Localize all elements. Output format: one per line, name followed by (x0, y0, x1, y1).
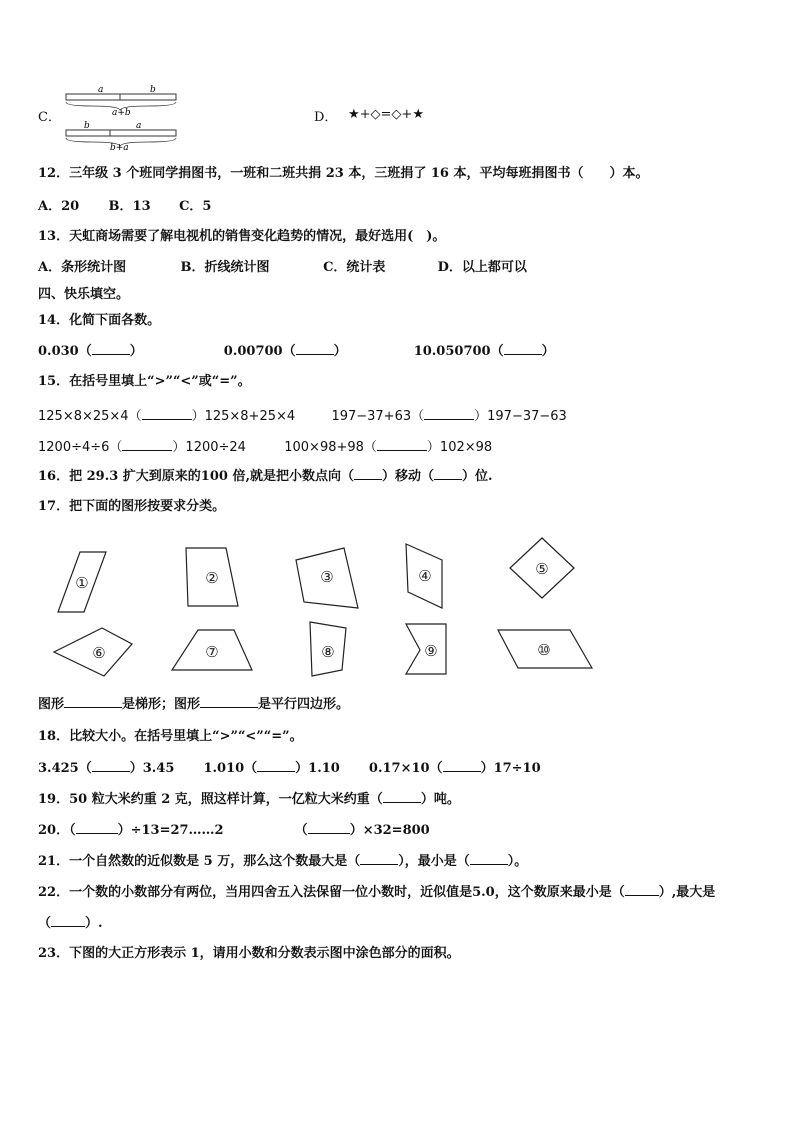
q14-item-1: 0.030（ ） (38, 344, 143, 359)
q12-option-b: B．13 (108, 199, 151, 214)
q13-option-d: D．以上都可以 (437, 260, 527, 275)
brace-top-total: a+b (112, 108, 131, 118)
answer-blank[interactable] (443, 760, 481, 772)
q21-text: 21．一个自然数的近似数是 5 万，那么这个数最大是（ ），最小是（ ）。 (38, 854, 528, 869)
q13-text: 13．天虹商场需要了解电视机的销售变化趋势的情况，最好选用( )。 (38, 229, 446, 244)
q13-option-c: C．统计表 (323, 260, 386, 275)
answer-blank[interactable] (383, 791, 421, 803)
answer-blank[interactable] (200, 696, 258, 708)
q19-text: 19．50 粒大米约重 2 克，照这样计算，一亿粒大米约重（ ）吨。 (38, 792, 460, 807)
answer-blank[interactable] (625, 884, 659, 896)
q22-text-line2: （ ）. (38, 916, 103, 931)
answer-blank[interactable] (434, 468, 462, 480)
answer-blank[interactable] (257, 760, 295, 772)
shape-label-10: ⑩ (537, 641, 551, 659)
shape-label-6: ⑥ (92, 644, 106, 662)
q13-option-b: B．折线统计图 (180, 260, 270, 275)
answer-blank[interactable] (360, 853, 398, 865)
answer-blank[interactable] (51, 915, 85, 927)
q13-option-a: A．条形统计图 (38, 260, 127, 275)
shape-label-5: ⑤ (535, 560, 549, 578)
answer-blank[interactable] (142, 408, 192, 420)
shapes-figure (40, 530, 600, 685)
answer-blank[interactable] (308, 822, 350, 834)
shape-label-1: ① (75, 574, 89, 592)
q12-option-a: A．20 (38, 199, 80, 214)
brace-bottom-a: a (136, 121, 142, 131)
brace-bottom-b: b (84, 121, 90, 131)
q20-text: 20．（ ）÷13=27……2 （ ）×32=800 (38, 823, 430, 838)
section-heading: 四、快乐填空。 (38, 287, 130, 302)
answer-blank[interactable] (92, 760, 130, 772)
answer-blank[interactable] (377, 439, 427, 451)
q15-text: 15．在括号里填上“>”“<”或“=”。 (38, 374, 251, 389)
q16-text: 16．把 29.3 扩大到原来的100 倍,就是把小数点向（ ）移动（ ）位. (38, 469, 493, 484)
answer-blank[interactable] (76, 822, 118, 834)
answer-blank[interactable] (504, 343, 542, 355)
q22-text: 22．一个数的小数部分有两位，当用四舍五入法保留一位小数时，近似值是5.0，这个数原来最小是（ ）,最大是 (38, 885, 716, 900)
q15-row-2: 1200÷4÷6（ ）1200÷24 100×98+98（ ）102×98 (38, 440, 493, 455)
answer-blank[interactable] (296, 343, 334, 355)
shape-label-3: ③ (320, 568, 334, 586)
answer-blank[interactable] (354, 468, 382, 480)
shape-label-2: ② (205, 569, 219, 587)
option-d-formula: ★+◇=◇+★ (348, 107, 424, 122)
shape-label-9: ⑨ (424, 642, 438, 660)
brace-top-b: b (150, 85, 156, 95)
q14-item-3: 10.050700（ ） (413, 344, 555, 359)
answer-blank[interactable] (64, 696, 122, 708)
shape-label-7: ⑦ (205, 643, 219, 661)
shape-label-4: ④ (418, 567, 432, 585)
q18-items: 3.425（ ）3.45 1.010（ ）1.10 0.17×10（ ）17÷10 (38, 761, 541, 776)
q14-text: 14．化简下面各数。 (38, 313, 161, 328)
q14-items (38, 343, 555, 360)
answer-blank[interactable] (122, 439, 172, 451)
q12-text: 12．三年级 3 个班同学捐图书，一班和二班共捐 23 本，三班捐了 16 本，平均每班捐图书（ ）本。 (38, 166, 649, 181)
q17-text: 17．把下面的图形按要求分类。 (38, 499, 226, 514)
option-d-label: D． (314, 110, 338, 125)
brace-bottom-total: b+a (110, 143, 129, 150)
q15-row-1: 125×8×25×4（ ）125×8+25×4 197−37+63（ ）197−37−63 (38, 409, 567, 424)
q12-option-c: C．5 (179, 199, 212, 214)
brace-top-a: a (98, 85, 104, 95)
shape-label-8: ⑧ (321, 643, 335, 661)
option-c-label: C． (38, 110, 61, 125)
answer-blank[interactable] (470, 853, 508, 865)
answer-blank[interactable] (424, 408, 474, 420)
q17-answer-line: 图形 是梯形；图形 是平行四边形。 (38, 697, 350, 712)
q13-options (38, 260, 527, 276)
q12-options (38, 199, 211, 215)
q23-text: 23．下图的大正方形表示 1，请用小数和分数表示图中涂色部分的面积。 (38, 946, 460, 961)
q14-item-2: 0.00700（ ） (223, 344, 347, 359)
answer-blank[interactable] (92, 343, 130, 355)
brace-diagram-c (62, 82, 182, 150)
q18-text: 18．比较大小。在括号里填上“>”“<”“=”。 (38, 729, 303, 744)
